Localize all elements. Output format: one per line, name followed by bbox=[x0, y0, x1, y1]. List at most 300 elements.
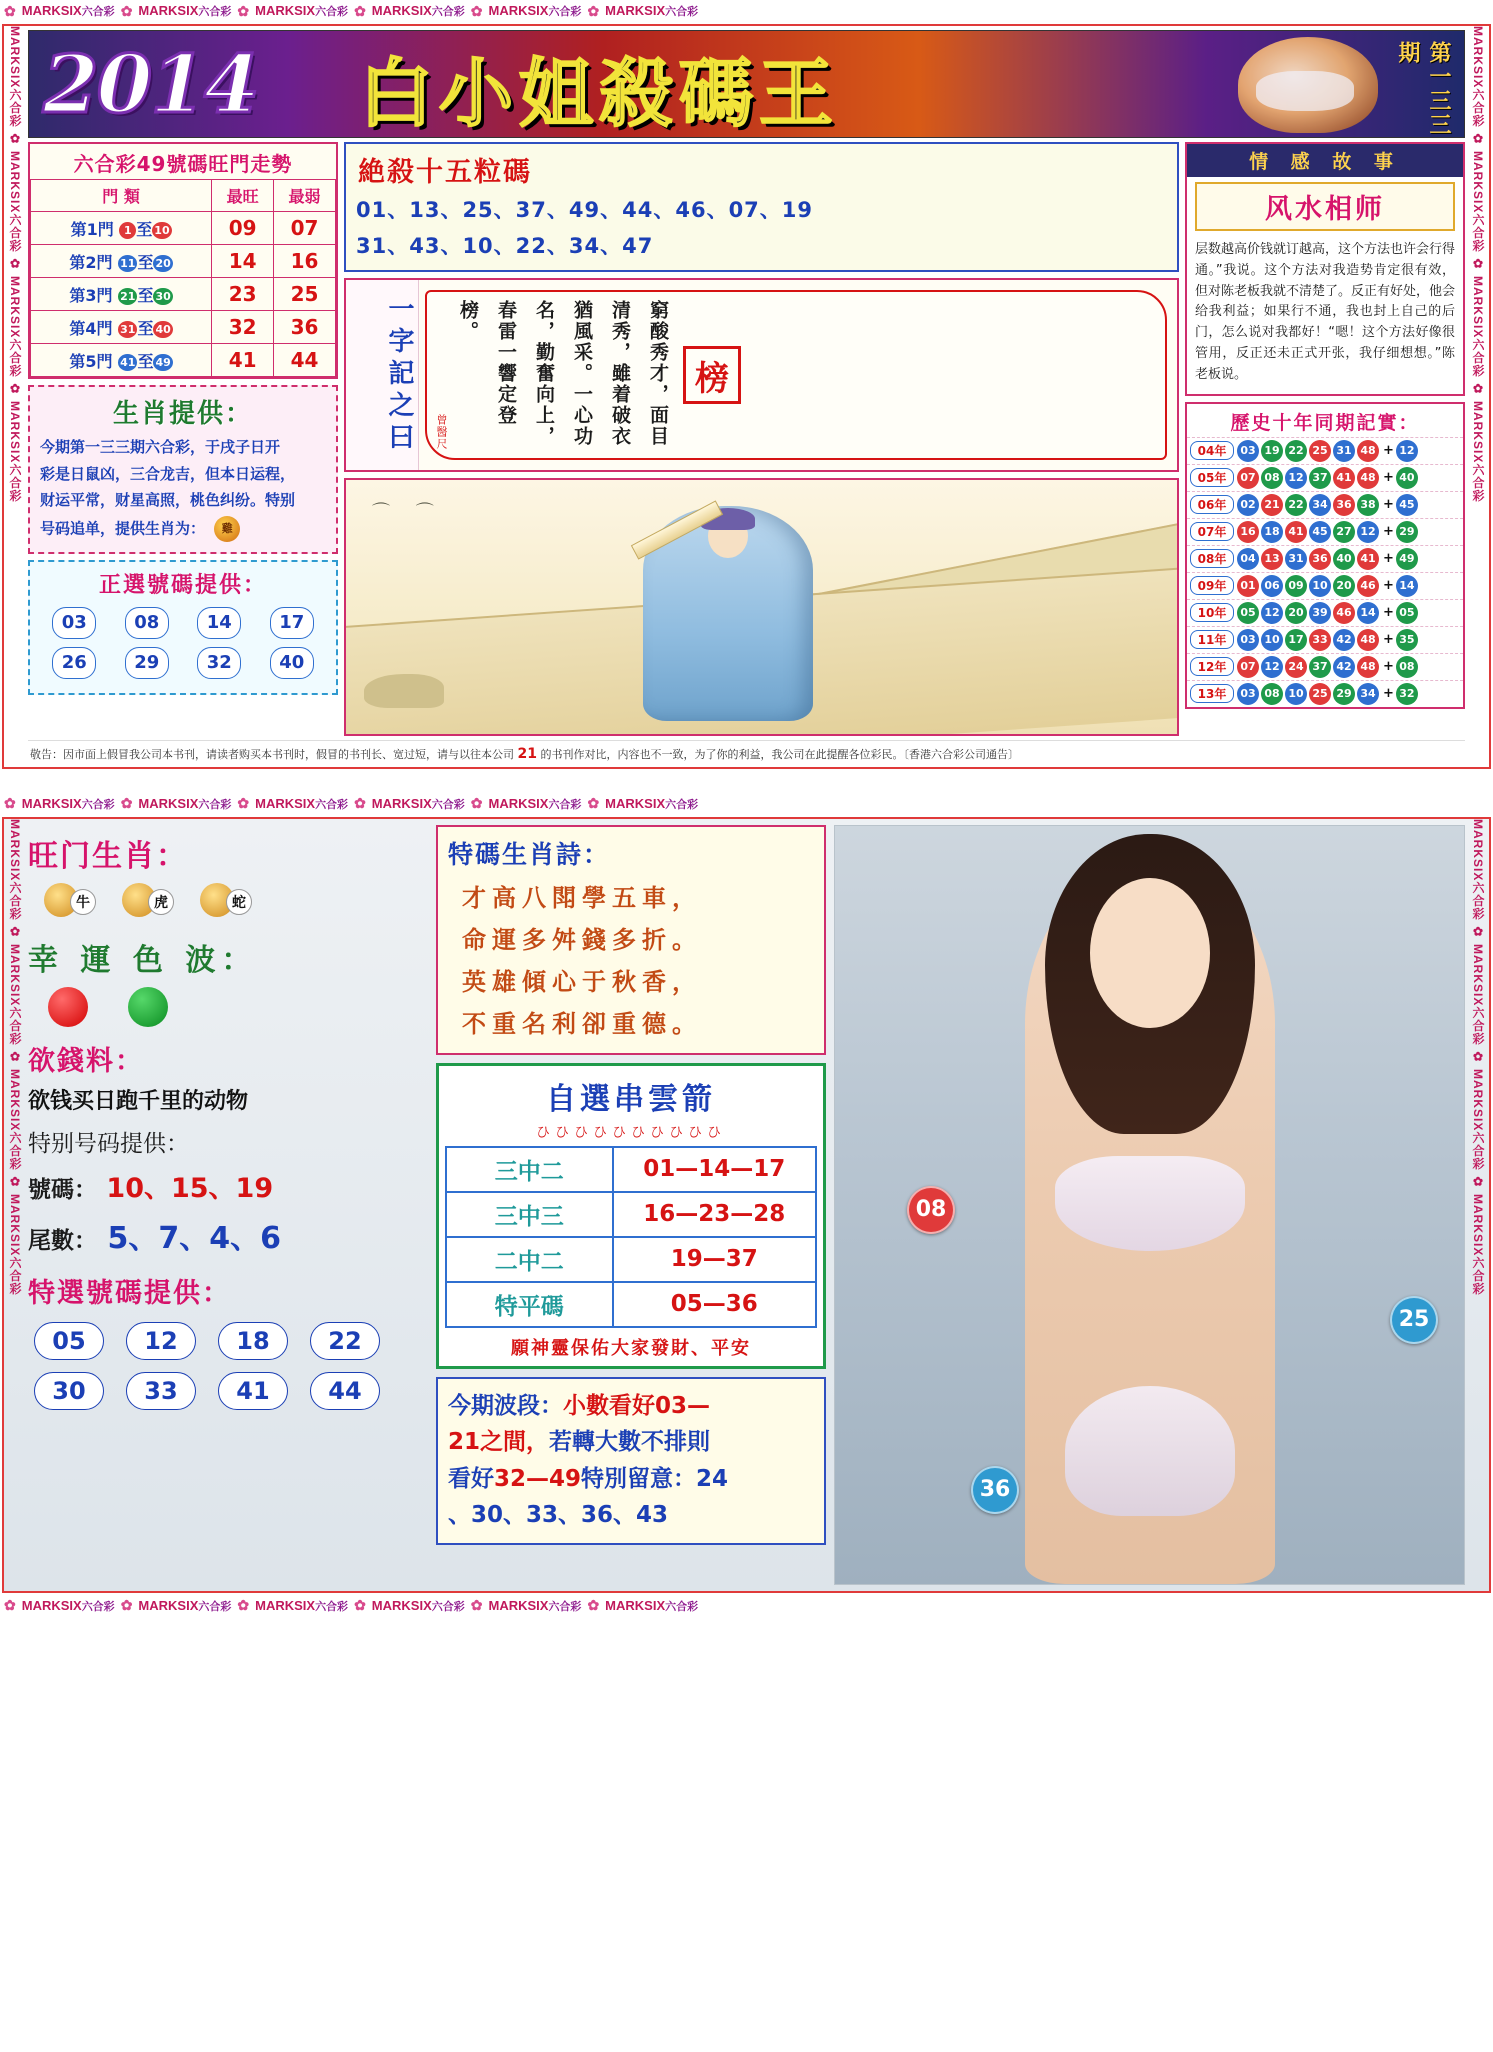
flower-icon: ✿ bbox=[237, 2, 250, 19]
banner-issue: 第一三三期 bbox=[1395, 41, 1451, 137]
range-from-badge: 41 bbox=[120, 355, 136, 369]
history-year: 10年 bbox=[1190, 603, 1234, 622]
history-ball: 20 bbox=[1333, 575, 1355, 597]
trend-row-label: 第5門 41 至 49 bbox=[31, 344, 212, 377]
watermark-text: MARKSIX六合彩 bbox=[138, 795, 232, 811]
trend-col-cold: 最弱 bbox=[274, 180, 336, 212]
flower-icon: ✿ bbox=[4, 1597, 16, 1614]
range-to-badge: 40 bbox=[155, 322, 171, 336]
history-ball: 07 bbox=[1237, 467, 1259, 489]
flower-icon: ✿ bbox=[237, 1597, 250, 1614]
plus-sign: + bbox=[1383, 497, 1394, 513]
page-number: 21 bbox=[517, 746, 537, 763]
history-ball: 10 bbox=[1309, 575, 1331, 597]
photo-number-ball: 08 bbox=[907, 1186, 955, 1234]
history-special-ball: 08 bbox=[1396, 656, 1418, 678]
self-pick-value: 05—36 bbox=[613, 1282, 817, 1327]
zodiac-chip bbox=[200, 883, 252, 921]
poem-line: 不重名利卻重德。 bbox=[462, 1009, 702, 1038]
range-from-badge: 31 bbox=[120, 322, 136, 336]
history-title: 歷史十年同期記實： bbox=[1230, 411, 1420, 434]
self-pick-key: 三中三 bbox=[446, 1192, 613, 1237]
zodiac-poem-title: 特碼生肖詩： bbox=[448, 839, 611, 869]
history-year: 04年 bbox=[1190, 441, 1234, 460]
history-ball: 19 bbox=[1261, 440, 1283, 462]
trend-row-name: 第1門 bbox=[70, 219, 114, 239]
history-ball: 25 bbox=[1309, 683, 1331, 705]
plus-sign: + bbox=[1383, 659, 1394, 675]
history-ball: 22 bbox=[1285, 494, 1307, 516]
plus-sign: + bbox=[1383, 605, 1394, 621]
history-ball: 39 bbox=[1309, 602, 1331, 624]
watermark-text: MARKSIX六合彩 bbox=[21, 1597, 115, 1613]
history-special-ball: 49 bbox=[1396, 548, 1418, 570]
band-label: 今期波段： bbox=[448, 1392, 563, 1419]
watermark-text: MARKSIX六合彩 bbox=[488, 1597, 582, 1613]
special-pick-ball: 30 bbox=[34, 1372, 104, 1410]
history-ball: 34 bbox=[1309, 494, 1331, 516]
zodiac-title: 生肖提供： bbox=[112, 399, 253, 429]
history-ball: 48 bbox=[1357, 629, 1379, 651]
kill-title: 絶殺十五粒碼 bbox=[358, 157, 532, 188]
model-face bbox=[1090, 878, 1210, 1028]
trend-col-hot: 最旺 bbox=[212, 180, 274, 212]
column-left bbox=[28, 142, 338, 736]
sheet-lower bbox=[2, 817, 1491, 1593]
special-number-label: 特别号码提供： bbox=[28, 1130, 189, 1157]
birds-icon: ⌒ ⌒ bbox=[372, 502, 444, 524]
history-ball: 46 bbox=[1357, 575, 1379, 597]
kill-line-2: 31、43、10、22、34、47 bbox=[356, 233, 654, 258]
history-year: 12年 bbox=[1190, 657, 1234, 676]
trend-row-label: 第1門 1 至 10 bbox=[31, 212, 212, 245]
history-ball: 07 bbox=[1237, 656, 1259, 678]
table-row bbox=[446, 1237, 816, 1282]
history-ball: 34 bbox=[1357, 683, 1379, 705]
history-row bbox=[1187, 437, 1463, 464]
history-ball: 09 bbox=[1285, 575, 1307, 597]
color-dot-green bbox=[128, 987, 168, 1027]
money-tip-text: 欲钱买日跑千里的动物 bbox=[28, 1088, 249, 1114]
trend-row-label: 第4門 31 至 40 bbox=[31, 311, 212, 344]
pick-ball: 08 bbox=[125, 607, 169, 639]
watermark-text: MARKSIX六合彩 bbox=[605, 3, 699, 18]
watermark-strip-left: MARKSIX六合彩 ✿ MARKSIX六合彩 ✿ MARKSIX六合彩 ✿ MARKSIX六合彩 bbox=[8, 818, 22, 1296]
trend-hot-value: 14 bbox=[212, 245, 274, 278]
special-numbers-key: 號碼： bbox=[28, 1176, 97, 1203]
oneword-title: 一字記之曰 bbox=[384, 295, 414, 456]
history-year: 05年 bbox=[1190, 468, 1234, 487]
watermark-text: MARKSIX六合彩 bbox=[371, 795, 465, 811]
trend-row-name: 第3門 bbox=[69, 285, 113, 305]
flower-icon: ✿ bbox=[237, 795, 250, 812]
range-to-badge: 30 bbox=[155, 289, 171, 303]
history-ball: 20 bbox=[1285, 602, 1307, 624]
kill-fifteen-box bbox=[344, 142, 1179, 272]
watermark-strip-left: MARKSIX六合彩 ✿ MARKSIX六合彩 ✿ MARKSIX六合彩 ✿ MARKSIX六合彩 bbox=[8, 26, 22, 503]
flower-icon: ✿ bbox=[587, 1597, 600, 1614]
wave-band-box bbox=[436, 1377, 826, 1545]
scroll-frame bbox=[425, 290, 1167, 460]
lower-column-middle bbox=[436, 825, 826, 1585]
history-ball: 08 bbox=[1261, 683, 1283, 705]
history-ball: 41 bbox=[1333, 467, 1355, 489]
history-ball: 03 bbox=[1237, 683, 1259, 705]
plus-sign: + bbox=[1383, 578, 1394, 594]
oneword-poem: 窮酸秀才，面目清秀，雖着破衣猶風采。一心功名，勤奮向上，春雷一響定登榜。 bbox=[457, 300, 669, 448]
flower-icon: ✿ bbox=[470, 2, 483, 19]
photo-number-ball: 25 bbox=[1390, 1296, 1438, 1344]
special-pick-ball: 44 bbox=[310, 1372, 380, 1410]
range-to-badge: 10 bbox=[154, 223, 170, 237]
zodiac-line-2: 彩是日鼠凶，三合龙吉，但本日运程， bbox=[40, 464, 296, 483]
flower-icon: ✿ bbox=[470, 1597, 483, 1614]
notice-after: 的书刊作对比，内容也不一致，为了你的利益，我公司在此提醒各位彩民。〔香港六合彩公司通告〕 bbox=[540, 748, 1019, 762]
special-numbers-value: 10、15、19 bbox=[106, 1172, 274, 1204]
special-pick-ball: 22 bbox=[310, 1322, 380, 1360]
special-pick-ball: 12 bbox=[126, 1322, 196, 1360]
watermark-strip-right: MARKSIX六合彩 ✿ MARKSIX六合彩 ✿ MARKSIX六合彩 ✿ MARKSIX六合彩 bbox=[1471, 26, 1485, 503]
lower-columns bbox=[28, 819, 1465, 1591]
history-special-ball: 14 bbox=[1396, 575, 1418, 597]
range-from-badge: 1 bbox=[119, 222, 136, 239]
oneword-signature: 曾醫尺 bbox=[435, 414, 448, 451]
main-picks-row-1 bbox=[38, 607, 328, 639]
notice-before: 敬告：因市面上假冒我公司本书刊，请读者购买本书刊时，假冒的书刊长、宽过短，请与以往本公司 bbox=[30, 748, 514, 762]
watermark-text: MARKSIX六合彩 bbox=[605, 1597, 699, 1613]
band-value-2: 21之間， bbox=[448, 1429, 550, 1456]
watermark-text: MARKSIX六合彩 bbox=[371, 1597, 465, 1613]
history-ball: 05 bbox=[1237, 602, 1259, 624]
sheet-upper bbox=[2, 24, 1491, 769]
blessing-text: 願神靈保佑大家發財、平安 bbox=[511, 1337, 751, 1359]
history-ball: 04 bbox=[1237, 548, 1259, 570]
flower-icon: ✿ bbox=[4, 2, 16, 19]
special-picks-row-1 bbox=[28, 1322, 428, 1360]
history-ball: 36 bbox=[1309, 548, 1331, 570]
history-ball: 10 bbox=[1261, 629, 1283, 651]
plus-sign: + bbox=[1383, 443, 1394, 459]
history-ball: 42 bbox=[1333, 656, 1355, 678]
publisher-notice bbox=[28, 740, 1465, 767]
plus-sign: + bbox=[1383, 632, 1394, 648]
tail-numbers-value: 5、7、4、6 bbox=[107, 1220, 281, 1256]
main-picks-title: 正選號碼提供： bbox=[98, 572, 267, 598]
watermark-text: MARKSIX六合彩 bbox=[21, 795, 115, 811]
range-to-badge: 20 bbox=[155, 256, 171, 270]
history-ball: 41 bbox=[1357, 548, 1379, 570]
history-ball: 12 bbox=[1285, 467, 1307, 489]
watermark-text: MARKSIX六合彩 bbox=[488, 795, 582, 811]
self-pick-key: 特平碼 bbox=[446, 1282, 613, 1327]
self-pick-table bbox=[445, 1146, 817, 1328]
history-ball: 22 bbox=[1285, 440, 1307, 462]
self-pick-value: 01—14—17 bbox=[613, 1147, 817, 1192]
history-special-ball: 45 bbox=[1396, 494, 1418, 516]
watermark-text: MARKSIX六合彩 bbox=[21, 3, 115, 18]
swimsuit-top bbox=[1055, 1156, 1245, 1251]
table-row bbox=[446, 1282, 816, 1327]
history-ball: 03 bbox=[1237, 440, 1259, 462]
oneword-scroll bbox=[418, 280, 1177, 470]
hot-zodiac-title: 旺门生肖： bbox=[28, 838, 188, 874]
history-ball: 41 bbox=[1285, 521, 1307, 543]
masthead-banner bbox=[28, 30, 1465, 138]
range-from-badge: 21 bbox=[120, 289, 136, 303]
trend-row-name: 第2門 bbox=[69, 252, 113, 272]
main-picks-row-2 bbox=[38, 647, 328, 679]
band-line-3 bbox=[448, 1462, 814, 1497]
band-line-1 bbox=[448, 1389, 814, 1424]
band-text-3: 看好 bbox=[448, 1465, 494, 1492]
range-to-badge: 49 bbox=[155, 355, 171, 369]
swimsuit-bottom bbox=[1065, 1386, 1235, 1516]
tail-numbers-key: 尾數： bbox=[28, 1227, 97, 1254]
pick-ball: 29 bbox=[125, 647, 169, 679]
zodiac-tip-box bbox=[28, 385, 338, 554]
plus-sign: + bbox=[1383, 524, 1394, 540]
history-ball: 38 bbox=[1357, 494, 1379, 516]
zodiac-line-3: 财运平常，财星高照，桃色纠纷。特别 bbox=[40, 491, 296, 509]
history-ball: 31 bbox=[1333, 440, 1355, 462]
kill-line-1: 01、13、25、37、49、44、46、07、19 bbox=[356, 198, 814, 222]
trend-cold-value: 36 bbox=[274, 311, 336, 344]
history-ball: 40 bbox=[1333, 548, 1355, 570]
history-row bbox=[1187, 491, 1463, 518]
poem-line: 命運多舛錢多折。 bbox=[462, 925, 702, 954]
history-ball: 13 bbox=[1261, 548, 1283, 570]
history-special-ball: 35 bbox=[1396, 629, 1418, 651]
history-row bbox=[1187, 464, 1463, 491]
special-numbers-line bbox=[28, 1166, 428, 1205]
trend-hot-value: 32 bbox=[212, 311, 274, 344]
history-year: 07年 bbox=[1190, 522, 1234, 541]
history-ball: 27 bbox=[1333, 521, 1355, 543]
pick-ball: 17 bbox=[270, 607, 314, 639]
watermark-text: MARKSIX六合彩 bbox=[138, 1597, 232, 1613]
history-ball: 06 bbox=[1261, 575, 1283, 597]
watermark-strip-top bbox=[0, 0, 1493, 22]
special-pick-ball: 33 bbox=[126, 1372, 196, 1410]
hot-zodiac-row bbox=[28, 883, 428, 921]
pick-ball: 32 bbox=[197, 647, 241, 679]
trend-hot-value: 41 bbox=[212, 344, 274, 377]
pick-ball: 14 bbox=[197, 607, 241, 639]
history-ball: 48 bbox=[1357, 440, 1379, 462]
story-subtitle: 风水相师 bbox=[1195, 182, 1455, 231]
history-ball: 42 bbox=[1333, 629, 1355, 651]
story-box bbox=[1185, 142, 1465, 396]
page-section-2 bbox=[0, 793, 1493, 1617]
pick-ball: 03 bbox=[52, 607, 96, 639]
history-ball: 25 bbox=[1309, 440, 1331, 462]
history-ball: 18 bbox=[1261, 521, 1283, 543]
history-special-ball: 05 bbox=[1396, 602, 1418, 624]
page-section-1 bbox=[0, 0, 1493, 793]
history-ball: 24 bbox=[1285, 656, 1307, 678]
self-pick-value: 19—37 bbox=[613, 1237, 817, 1282]
history-ball: 21 bbox=[1261, 494, 1283, 516]
history-box bbox=[1185, 402, 1465, 709]
table-row bbox=[31, 245, 336, 278]
table-row bbox=[31, 278, 336, 311]
zodiac-line-1: 今期第一三三期六合彩，于戌子日开 bbox=[40, 438, 281, 456]
lower-column-right bbox=[834, 825, 1465, 1585]
table-row bbox=[31, 311, 336, 344]
history-row bbox=[1187, 572, 1463, 599]
flower-icon: ✿ bbox=[587, 2, 600, 19]
flower-icon: ✿ bbox=[354, 1597, 366, 1614]
history-ball: 02 bbox=[1237, 494, 1259, 516]
trend-cold-value: 07 bbox=[274, 212, 336, 245]
banner-title: 白小姐殺碼王 bbox=[359, 51, 839, 137]
trend-hot-value: 23 bbox=[212, 278, 274, 311]
history-year: 13年 bbox=[1190, 684, 1234, 703]
history-ball: 10 bbox=[1285, 683, 1307, 705]
lucky-colors-row bbox=[28, 987, 428, 1027]
trend-row-label: 第3門 21 至 30 bbox=[31, 278, 212, 311]
watermark-text: MARKSIX六合彩 bbox=[255, 3, 349, 18]
range-from-badge: 11 bbox=[120, 256, 136, 270]
history-ball: 12 bbox=[1357, 521, 1379, 543]
zodiac-label: 蛇 bbox=[226, 889, 252, 915]
band-text-4: 特別留意：24 bbox=[581, 1465, 729, 1492]
history-year: 06年 bbox=[1190, 495, 1234, 514]
flower-icon: ✿ bbox=[587, 795, 600, 812]
column-center bbox=[344, 142, 1179, 736]
history-year: 09年 bbox=[1190, 576, 1234, 595]
watermark-text: MARKSIX六合彩 bbox=[255, 795, 349, 811]
flower-icon: ✿ bbox=[120, 2, 133, 19]
band-text-2: 若轉大數不排則 bbox=[549, 1429, 711, 1456]
pick-ball: 26 bbox=[52, 647, 96, 679]
zodiac-poem-box bbox=[436, 825, 826, 1055]
special-picks-row-2 bbox=[28, 1372, 428, 1410]
flower-icon: ✿ bbox=[120, 1597, 133, 1614]
history-ball: 03 bbox=[1237, 629, 1259, 651]
trend-row-label: 第2門 11 至 20 bbox=[31, 245, 212, 278]
history-row bbox=[1187, 518, 1463, 545]
history-ball: 08 bbox=[1261, 467, 1283, 489]
trend-table-box bbox=[28, 142, 338, 379]
lower-column-left bbox=[28, 825, 428, 1585]
trend-hot-value: 09 bbox=[212, 212, 274, 245]
special-pick-ball: 41 bbox=[218, 1372, 288, 1410]
flower-icon: ✿ bbox=[470, 795, 483, 812]
plus-sign: + bbox=[1383, 551, 1394, 567]
watermark-strip-bottom bbox=[0, 1595, 1493, 1617]
self-pick-key: 三中二 bbox=[446, 1147, 613, 1192]
history-year: 11年 bbox=[1190, 630, 1234, 649]
history-ball: 12 bbox=[1261, 602, 1283, 624]
watermark-text: MARKSIX六合彩 bbox=[138, 3, 232, 18]
history-special-ball: 32 bbox=[1396, 683, 1418, 705]
poem-line: 才高八閗學五車， bbox=[462, 883, 702, 912]
watermark-text: MARKSIX六合彩 bbox=[488, 3, 582, 18]
color-dot-red bbox=[48, 987, 88, 1027]
table-row bbox=[446, 1192, 816, 1237]
band-value-1: 小數看好03— bbox=[563, 1392, 711, 1419]
zodiac-line-4-text: 号码追单，提供生肖为： bbox=[40, 519, 206, 537]
watermark-text: MARKSIX六合彩 bbox=[605, 795, 699, 811]
model-photo bbox=[834, 825, 1465, 1585]
lucky-colors-title: 幸 運 色 波： bbox=[28, 942, 258, 978]
rooster-icon bbox=[214, 516, 240, 542]
band-line-4: 、30、33、36、43 bbox=[448, 1502, 669, 1529]
flower-icon: ✿ bbox=[354, 2, 366, 19]
tail-numbers-line bbox=[28, 1213, 428, 1257]
history-ball: 37 bbox=[1309, 467, 1331, 489]
money-tip-title: 欲錢料： bbox=[28, 1045, 144, 1077]
zodiac-line-4 bbox=[40, 516, 326, 542]
band-line-2 bbox=[448, 1425, 814, 1460]
illustration-scholar bbox=[344, 478, 1179, 736]
story-tab: 情 感 故 事 bbox=[1187, 144, 1463, 177]
oneword-box bbox=[344, 278, 1179, 472]
history-ball: 48 bbox=[1357, 656, 1379, 678]
history-ball: 12 bbox=[1261, 656, 1283, 678]
photo-number-ball: 36 bbox=[971, 1466, 1019, 1514]
plus-sign: + bbox=[1383, 686, 1394, 702]
self-pick-box bbox=[436, 1063, 826, 1369]
main-picks-box bbox=[28, 560, 338, 695]
watermark-text: MARKSIX六合彩 bbox=[371, 3, 465, 18]
trend-table bbox=[30, 179, 336, 377]
history-ball: 48 bbox=[1357, 467, 1379, 489]
history-ball: 31 bbox=[1285, 548, 1307, 570]
trend-title: 六合彩49號碼旺門走勢 bbox=[73, 152, 293, 176]
rock-shape bbox=[364, 674, 444, 708]
table-row bbox=[446, 1147, 816, 1192]
history-special-ball: 12 bbox=[1396, 440, 1418, 462]
watermark-text: MARKSIX六合彩 bbox=[255, 1597, 349, 1613]
self-pick-title: 自選串雲箭 bbox=[546, 1081, 716, 1117]
pick-ball: 40 bbox=[270, 647, 314, 679]
upper-columns bbox=[28, 142, 1465, 736]
decorative-dashes: ひひひひひひひひひひ bbox=[536, 1124, 726, 1141]
table-row bbox=[31, 344, 336, 377]
trend-cold-value: 44 bbox=[274, 344, 336, 377]
zodiac-chip bbox=[122, 883, 174, 921]
zodiac-label: 虎 bbox=[148, 889, 174, 915]
special-pick-ball: 18 bbox=[218, 1322, 288, 1360]
trend-cold-value: 25 bbox=[274, 278, 336, 311]
column-right bbox=[1185, 142, 1465, 736]
history-row bbox=[1187, 626, 1463, 653]
watermark-strip-mid bbox=[0, 793, 1493, 815]
history-special-ball: 40 bbox=[1396, 467, 1418, 489]
history-row bbox=[1187, 653, 1463, 680]
history-ball: 45 bbox=[1309, 521, 1331, 543]
history-row bbox=[1187, 680, 1463, 707]
flower-icon: ✿ bbox=[4, 795, 16, 812]
trend-row-name: 第5門 bbox=[69, 351, 113, 371]
trend-col-category: 門 類 bbox=[31, 180, 212, 212]
history-row bbox=[1187, 545, 1463, 572]
self-pick-value: 16—23—28 bbox=[613, 1192, 817, 1237]
band-value-3: 32—49 bbox=[494, 1465, 582, 1492]
history-ball: 17 bbox=[1285, 629, 1307, 651]
history-row bbox=[1187, 599, 1463, 626]
history-year: 08年 bbox=[1190, 549, 1234, 568]
flower-icon: ✿ bbox=[354, 795, 366, 812]
table-header-row bbox=[31, 180, 336, 212]
trend-row-name: 第4門 bbox=[69, 318, 113, 338]
banner-year: 2014 bbox=[43, 37, 258, 131]
trend-cold-value: 16 bbox=[274, 245, 336, 278]
special-pick-ball: 05 bbox=[34, 1322, 104, 1360]
self-pick-key: 二中二 bbox=[446, 1237, 613, 1282]
